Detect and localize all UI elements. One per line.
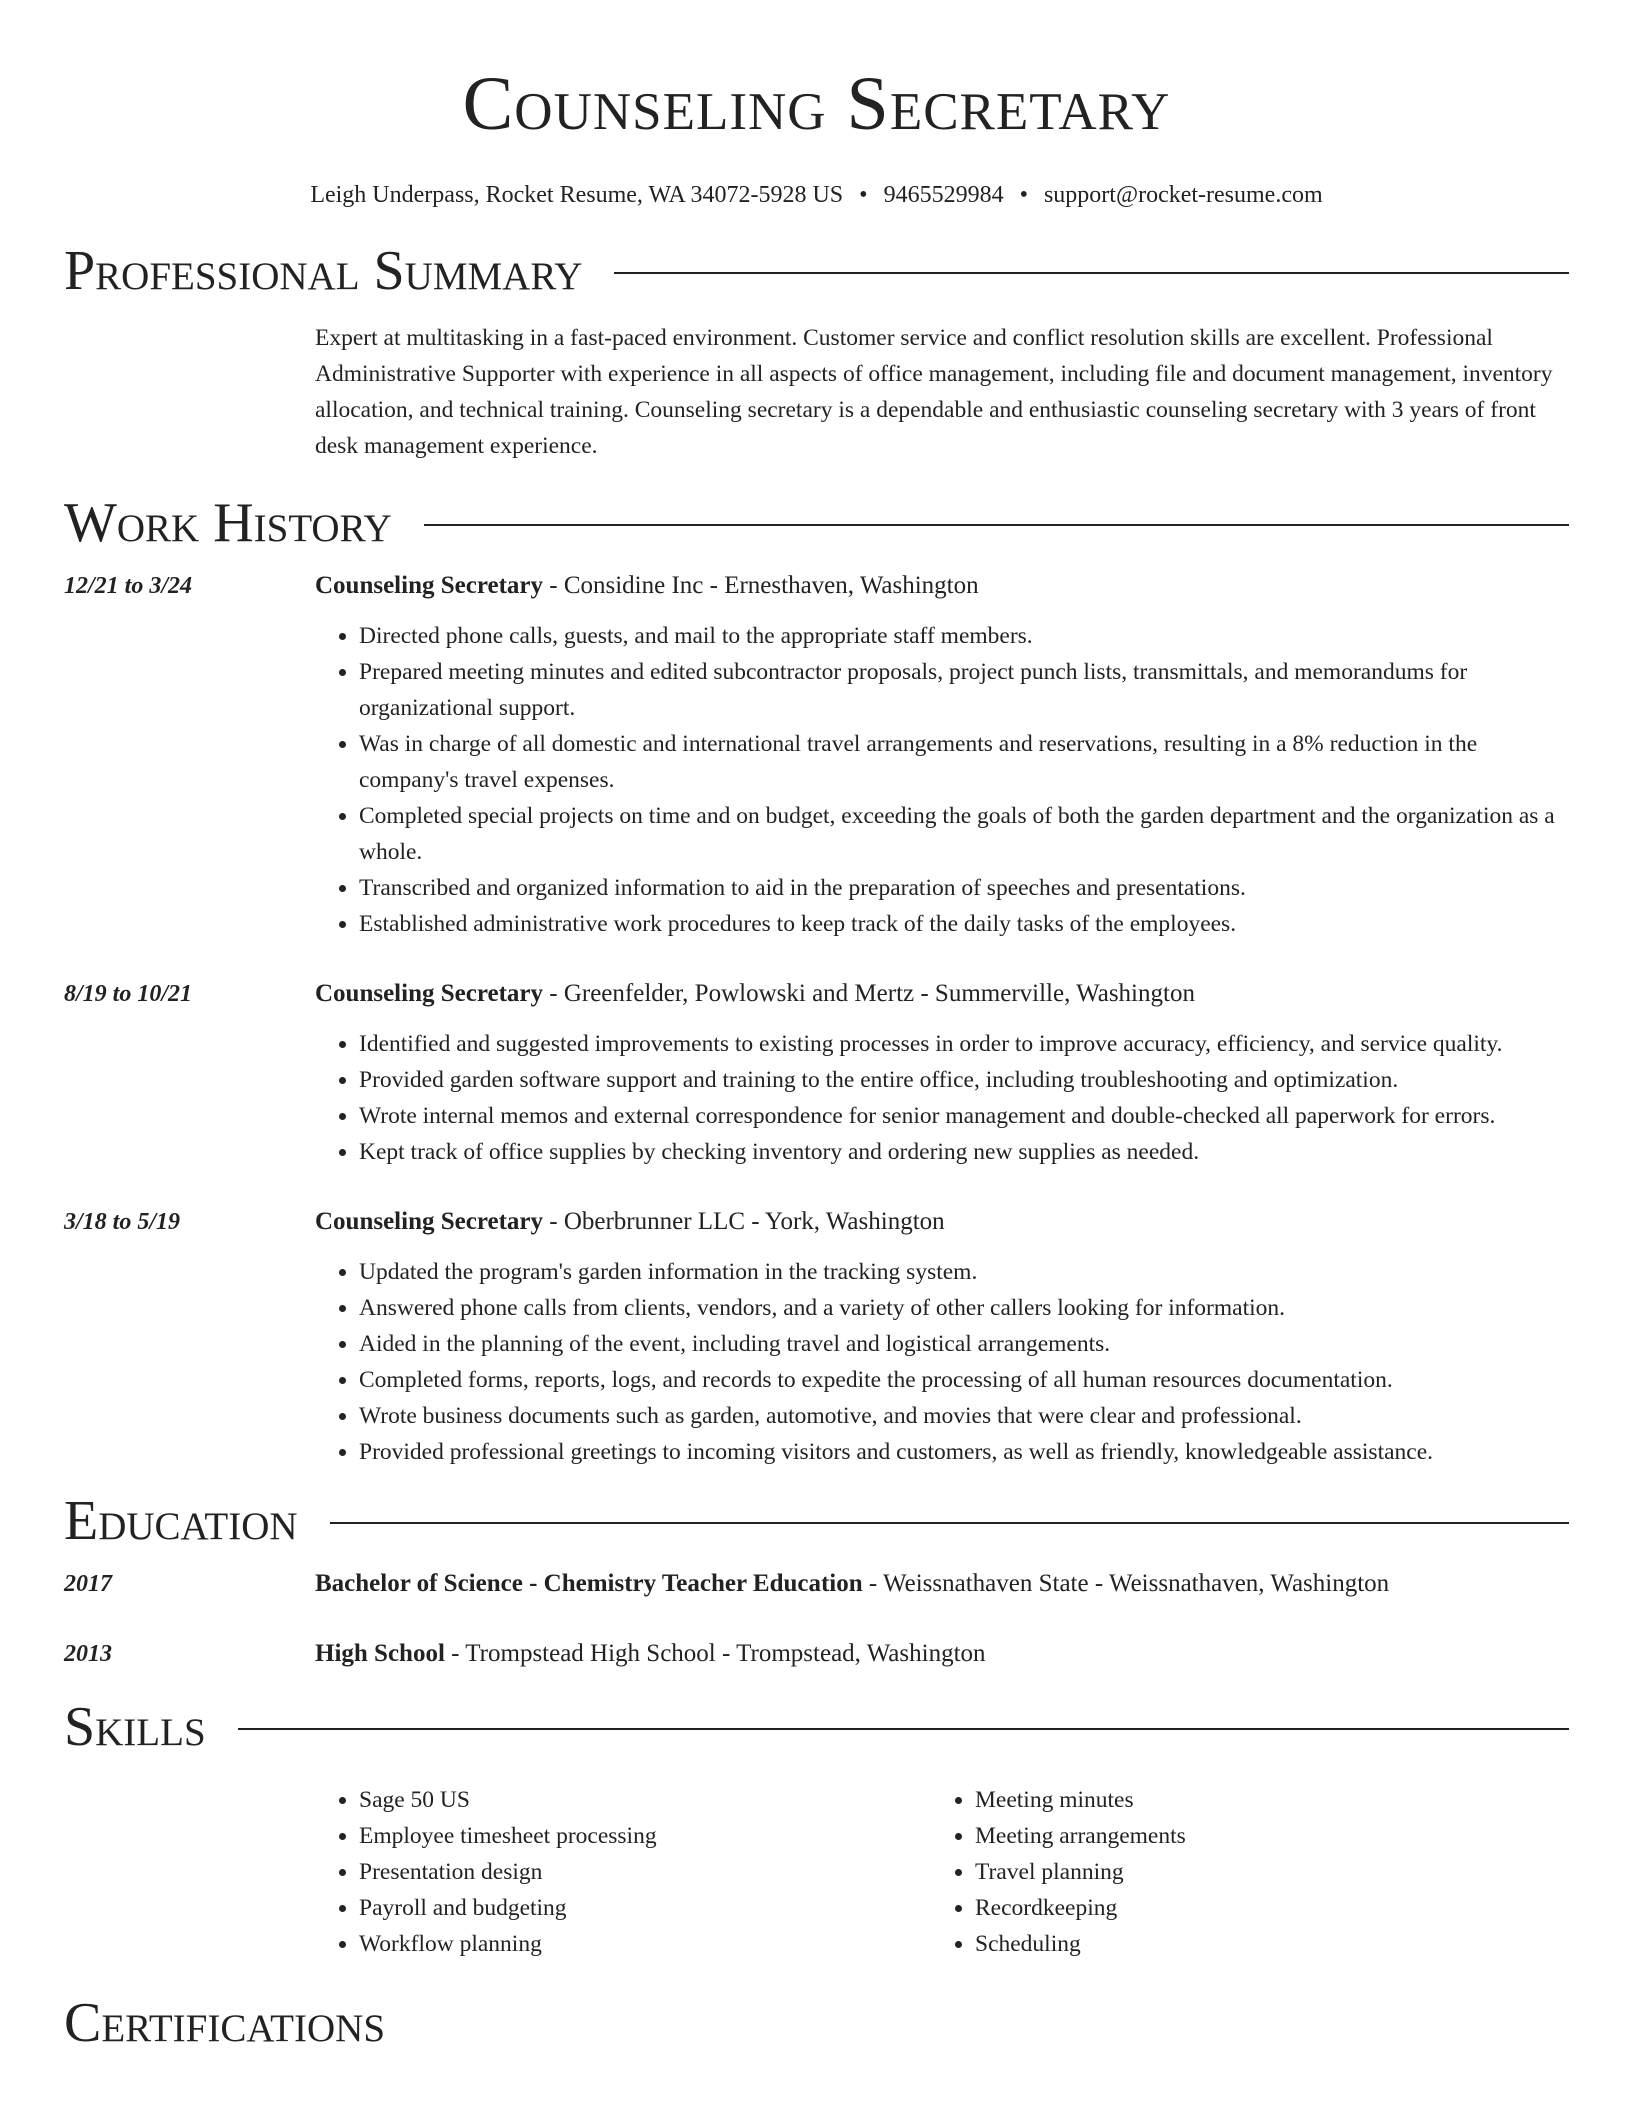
education-entry [64,1636,1569,1672]
skill-item: • Employee timesheet processing [359,1818,931,1854]
job-bullet: • Wrote business documents such as garden, automotive, and movies that were clear and professional. [359,1398,1569,1434]
job-date: 12/21 to 3/24 [64,573,193,599]
job-title-line [315,568,1569,604]
job-entry [64,1204,1569,1470]
job-bullets [315,618,1569,942]
education-degree: High School [315,1640,445,1667]
job-title-line [315,976,1569,1012]
job-bullet: • Provided professional greetings to incoming visitors and customers, as well as friendly, knowledgeable assistance. [359,1434,1569,1470]
skill-item: • Recordkeeping [975,1890,1547,1926]
job-bullet: • Completed special projects on time and on budget, exceeding the goals of both the garden department and the organization as a whole. [359,798,1569,870]
job-bullet: • Aided in the planning of the event, including travel and logistical arrangements. [359,1326,1569,1362]
job-title: Counseling Secretary [315,980,543,1007]
contact-separator: • [1019,182,1028,208]
contact-separator: • [859,182,868,208]
job-entry [64,568,1569,942]
job-title-line [315,1204,1569,1240]
job-bullet: • Prepared meeting minutes and edited subcontractor proposals, project punch lists, transmittals, and memorandums for organizational support. [359,654,1569,726]
skill-item: • Travel planning [975,1854,1547,1890]
education-line [315,1566,1569,1602]
section-divider [330,1522,1569,1524]
summary-text: Expert at multitasking in a fast-paced environment. Customer service and conflict resolution skills are excellent. Professional Administrative Supporter with experience in all aspects of office management, including file and document management, inventory allocation, and technical training. Counseling secretary is a dependable and enthusiastic counseling secretary with 3 years of front desk management experience. [315,325,1553,459]
skill-item: • Scheduling [975,1926,1547,1962]
contact-address: Leigh Underpass, Rocket Resume, WA 34072-5928 US [310,182,844,208]
contact-phone: 9465529984 [883,182,1004,208]
section-title-summary: Professional Summary [64,240,583,302]
skills-list [315,1782,1569,1962]
job-bullet: • Completed forms, reports, logs, and records to expedite the processing of all human resources documentation. [359,1362,1569,1398]
job-bullet: • Wrote internal memos and external correspondence for senior management and double-checked all paperwork for errors. [359,1098,1569,1134]
job-bullet: • Provided garden software support and training to the entire office, including troubleshooting and optimization. [359,1062,1569,1098]
section-title-work: Work History [64,492,392,554]
contact-email: support@rocket-resume.com [1043,182,1323,208]
job-date: 3/18 to 5/19 [64,1209,181,1235]
job-date: 8/19 to 10/21 [64,981,193,1007]
section-header-education [64,1490,1569,1552]
section-title-education: Education [64,1490,298,1552]
section-title-certifications: Certifications [64,1992,386,2054]
skills-column-left [315,1782,931,1962]
education-details: - Trompstead High School - Trompstead, Washington [444,1640,986,1667]
job-bullet: • Identified and suggested improvements to existing processes in order to improve accuracy, efficiency, and service quality. [359,1026,1569,1062]
skill-item: • Payroll and budgeting [359,1890,931,1926]
section-header-certifications [64,1992,1569,2054]
resume-name: Counseling Secretary [462,62,1171,146]
skill-item: • Workflow planning [359,1926,931,1962]
skill-item: • Meeting arrangements [975,1818,1547,1854]
job-bullet: • Directed phone calls, guests, and mail to the appropriate staff members. [359,618,1569,654]
job-entry [64,976,1569,1170]
section-divider [424,524,1569,526]
education-date: 2017 [64,1571,112,1597]
job-bullets [315,1254,1569,1470]
education-line [315,1636,1569,1672]
skill-item: • Sage 50 US [359,1782,931,1818]
section-title-skills: Skills [64,1696,206,1758]
skill-item: • Presentation design [359,1854,931,1890]
job-details: - Considine Inc - Ernesthaven, Washington [543,572,979,599]
job-bullet: • Updated the program's garden information in the tracking system. [359,1254,1569,1290]
education-details: - Weissnathaven State - Weissnathaven, Washington [862,1570,1390,1597]
education-degree: Bachelor of Science - Chemistry Teacher Education [315,1570,863,1597]
job-bullet: • Was in charge of all domestic and international travel arrangements and reservations, resulting in a 8% reduction in the company's travel expenses. [359,726,1569,798]
section-header-work [64,492,1569,554]
section-divider [238,1728,1569,1730]
skill-item: • Meeting minutes [975,1782,1547,1818]
education-entry [64,1566,1569,1602]
section-header-summary [64,240,1569,302]
section-divider [614,272,1569,274]
skills-column-right [931,1782,1547,1962]
section-header-skills [64,1696,1569,1758]
job-title: Counseling Secretary [315,1208,543,1235]
job-title: Counseling Secretary [315,572,543,599]
education-date: 2013 [64,1641,112,1667]
job-bullet: • Transcribed and organized information to aid in the preparation of speeches and presentations. [359,870,1569,906]
job-bullet: • Established administrative work procedures to keep track of the daily tasks of the employees. [359,906,1569,942]
job-bullet: • Answered phone calls from clients, vendors, and a variety of other callers looking for information. [359,1290,1569,1326]
job-details: - Greenfelder, Powlowski and Mertz - Summerville, Washington [543,980,1195,1007]
job-bullet: • Kept track of office supplies by checking inventory and ordering new supplies as needed. [359,1134,1569,1170]
job-bullets [315,1026,1569,1170]
contact-line [64,180,1569,210]
job-details: - Oberbrunner LLC - York, Washington [543,1208,945,1235]
resume-page [64,0,1569,2054]
